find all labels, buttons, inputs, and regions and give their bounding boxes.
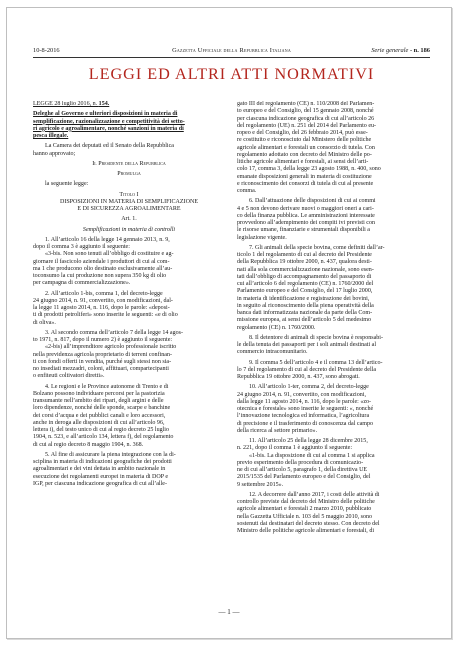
titolo-heading: DISPOSIZIONI IN MATERIA DI SEMPLIFICAZIONE <box>59 198 199 205</box>
text-line: 3. Al secondo comma dell’articolo 7 della legge 14 agos- <box>45 329 184 336</box>
presidente-heading: Il Presidente della Repubblica <box>92 160 166 167</box>
text-line: le risorse umane, finanziarie e strumentali disponibili a <box>237 227 370 234</box>
paragraph-8 <box>237 335 430 357</box>
text-line: provvedono all’adempimento dei compiti ivi previsti con <box>237 220 376 226</box>
paragraph-1 <box>33 237 225 288</box>
text-line: 11. All’articolo 25 della legge 28 dicembre 2015, <box>249 438 368 444</box>
text-line: previo esperimento della procedura di comunicazio- <box>237 459 364 466</box>
text-line: regolamento (CE) n. 1760/2000. <box>237 324 316 331</box>
text-line: to europeo e del Consiglio, del 15 gennaio 2008, nonché <box>237 108 374 115</box>
paragraph-2 <box>33 291 225 327</box>
text-line: ropeo e del Consiglio, del 26 febbraio 2014, può esse- <box>237 130 368 136</box>
paragraph-4 <box>33 384 225 449</box>
text-line: lo 7 del regolamento di cui al decreto del Presidente della <box>237 366 377 373</box>
header-date: 10-8-2016 <box>33 47 60 54</box>
header-series <box>371 46 430 56</box>
text-line: dei corsi d’acqua e dei pubblici canali e loro accessori, <box>33 412 166 419</box>
titolo-label: Titolo I <box>119 191 139 198</box>
text-line: per campagna di commercializzazione». <box>33 280 131 287</box>
text-line: sostenuti dai destinatari del decreto stesso. Con decreto del <box>237 520 380 527</box>
delega-title <box>33 111 225 140</box>
text-line: giornare il fascicolo aziendale i produttori di cui al com- <box>33 258 170 265</box>
text-line: del regolamento (UE) n. 251 del 2014 del Parlamento eu- <box>237 122 377 129</box>
text-line: nati alla sola commercializzazione nazionale, sono esen- <box>237 266 374 273</box>
text-line: 7. Gli animali della specie bovina, come definiti dall’ar- <box>249 244 385 251</box>
header-issue-number: - n. 186 <box>409 47 430 54</box>
text-line: transumante nell’ambito dei ripari, degli argini e delle <box>33 398 164 404</box>
text-line: Parlamento europeo e del Consiglio, del 17 luglio 2000, <box>237 288 373 295</box>
paragraph-5 <box>33 452 225 488</box>
text-line: toconsumo la cui produzione non supera 350 kg di olio <box>33 273 167 279</box>
text-line: n. 221, dopo il comma 1 è aggiunto il seguente: <box>237 445 353 452</box>
paragraph-10 <box>237 384 430 435</box>
text-line: 12. A decorrere dall’anno 2017, i costi delle attività di <box>249 491 380 498</box>
legge-line: la seguente legge: <box>45 181 89 188</box>
header-series-label: Serie generale <box>371 47 409 54</box>
text-line: esecuzione dei regolamenti europei in materia di DOP e <box>33 473 169 480</box>
paragraph-11 <box>237 438 430 489</box>
text-line: agricole alimentari e forestali 2 marzo 2010, pubblicato <box>237 506 372 513</box>
text-line: banca dati informatizzata nazionale da parte della Com- <box>237 310 373 316</box>
text-line: lettera i), del testo unico di cui al regio decreto 25 luglio <box>33 427 170 433</box>
text-line: 8. Il detentore di animali di specie bovina è responsabi- <box>249 334 383 341</box>
text-line: to 1971, n. 817, dopo il numero 2) è aggiunto il seguente: <box>33 337 173 343</box>
header-journal-name: Gazzetta Ufficiale della Repubblica Italiana <box>172 47 291 54</box>
paragraph-3 <box>33 330 225 381</box>
text-line: la legge 11 agosto 2014, n. 116, dopo le parole: «deposi- <box>33 305 170 311</box>
text-line: agroalimentari e dei vini dettata in ambito nazionale in <box>33 466 166 473</box>
text-line: in seguito al riconoscimento della piena operatività della <box>237 302 374 309</box>
text-line: ma 1 che producono olio destinato esclusivamente all’au- <box>33 265 173 272</box>
text-line: 9. Il comma 5 dell’articolo 4 e il comma 13 dell’artico- <box>249 359 383 366</box>
text-line: 2015/1535 del Parlamento europeo e del Consiglio, del <box>237 474 371 481</box>
paragraph-12 <box>237 492 430 536</box>
text-line: agricole alimentari e forestali un consorzio di tutela. Con <box>237 144 375 151</box>
section-title: LEGGI ED ALTRI ATTI NORMATIVI <box>88 65 375 83</box>
text-line: Repubblica 19 ottobre 2000, n. 437, sono abrogati. <box>237 374 360 380</box>
text-line: «3-bis. Non sono tenuti all’obbligo di costituire e ag- <box>45 251 174 258</box>
text-line: co della finanza pubblica. Le amministrazioni interessate <box>237 212 375 219</box>
text-line: gato III del regolamento (CE) n. 110/2008 del Parlamen- <box>237 101 375 107</box>
text-line: in materia di identificazione e registrazione dei bovini, <box>237 295 370 302</box>
delega-line: semplificazione, razionalizzazione e competitività dei setto- <box>33 118 185 125</box>
text-line: sciplina in materia di indicazioni geografiche dei prodotti <box>33 459 172 465</box>
law-reference-text: LEGGE 28 luglio 2016, n. <box>33 101 99 107</box>
text-line: comma. <box>237 188 257 194</box>
text-line: litiche agricole alimentari e forestali, ai sensi dell’arti- <box>237 159 369 165</box>
text-line: le della tenuta dei passaporti per i soli animali destinati al <box>237 342 377 348</box>
text-line: e riconoscimento dei consorzi di tutela di cui al presente <box>237 180 374 187</box>
text-line: l’innovazione tecnologica ed informatica, l’agricoltura <box>237 413 370 420</box>
delega-line: pesca illegale. <box>33 133 69 139</box>
text-line: controllo previste dal decreto del Ministro delle politiche <box>237 499 375 505</box>
text-line: 6. Dall’attuazione delle disposizioni di cui ai commi <box>249 198 376 205</box>
text-line: «2-bis) all’imprenditore agricolo professionale iscritto <box>45 344 177 351</box>
text-line: 24 giugno 2014, n. 91, convertito, con modificazioni, <box>237 391 366 398</box>
text-line: 24 giugno 2014, n. 91, convertito, con modificazioni, dal- <box>33 297 173 304</box>
left-column <box>33 101 225 605</box>
text-line: emanate disposizioni generali in materia di costituzione <box>237 173 372 180</box>
text-line: 4 e 5 non devono derivare nuovi o maggiori oneri a cari- <box>237 205 374 212</box>
text-line: ti di prodotti petroliferi» sono inserite le seguenti: «e di olio <box>33 312 178 319</box>
law-reference <box>33 101 225 108</box>
delega-line: ri agricolo e agroalimentare, nonché sanzioni in materia di <box>33 125 184 132</box>
text-line: di cui al regio decreto 8 maggio 1904, n. 368. <box>33 441 144 448</box>
text-line: ti con fondi offerti in vendita, purché sugli stessi non sia- <box>33 358 172 365</box>
text-line: regolamento adottato con decreto del Ministro delle po- <box>237 151 372 158</box>
page-number: — 1 — <box>218 608 240 616</box>
text-line: dalla legge 11 agosto 2014, n. 116, dopo le parole: «zo- <box>237 398 372 405</box>
promulga-heading: Promulga <box>117 171 141 177</box>
two-column-body <box>33 101 430 605</box>
text-line: loro dipendenze, nonché delle sponde, scarpe e banchine <box>33 405 171 412</box>
text-line: 9 settembre 2015». <box>237 481 284 488</box>
text-line: 1904, n. 523, e all’articolo 134, lettera f), del regolamento <box>33 434 174 441</box>
text-line: anche in deroga alle disposizioni di cui all’articolo 96, <box>33 419 165 426</box>
text-line: «1-bis. La disposizione di cui al comma 1 si applica <box>249 452 375 459</box>
text-line: cui all’articolo 6 del regolamento (CE) n. 1760/2000 del <box>237 281 374 287</box>
paragraph-7 <box>237 245 430 332</box>
text-line: re costituito e riconosciuto dal Ministero delle politiche <box>237 137 372 144</box>
preamble-line: hanno approvato; <box>33 150 76 157</box>
text-line: dopo il comma 3 è aggiunto il seguente: <box>33 244 130 250</box>
text-line: missione europea, ai sensi dell’articolo 5 del medesimo <box>237 317 372 324</box>
right-column <box>237 101 430 605</box>
article-subtitle: Semplificazioni in materia di controlli <box>82 226 176 233</box>
text-line: IGP, per ciascuna indicazione geografica di cui all’alle- <box>33 480 167 487</box>
text-line: o enfiteuti coltivatori diretti». <box>33 373 105 380</box>
paragraph-9 <box>237 360 430 382</box>
text-line: Bolzano possono individuare percorsi per la pastorizia <box>33 390 165 397</box>
text-line: colo 17, comma 3, della legge 23 agosto 1988, n. 400, sono <box>237 166 381 173</box>
text-line: otecnica e forestale» sono inserite le seguenti: «, nonché <box>237 406 374 412</box>
text-line: nella Gazzetta Ufficiale n. 103 del 5 maggio 2010, sono <box>237 513 373 520</box>
text-line: 2. All’articolo 1-bis, comma 1, del decreto-legge <box>45 290 163 297</box>
text-line: 4. Le regioni e le Province autonome di Trento e di <box>45 383 169 390</box>
text-line: commercio intracomunitario. <box>237 349 308 356</box>
text-line: 5. Al fine di assicurare la piena integrazione con la di- <box>45 451 176 458</box>
delega-line: Deleghe al Governo e ulteriori disposizioni in materia di <box>33 111 178 118</box>
text-line: per ciascuna indicazione geografica di cui all’articolo 26 <box>237 115 375 122</box>
article-number: Art. 1. <box>121 216 137 223</box>
text-line: 1. All’articolo 16 della legge 14 gennaio 2013, n. 9, <box>45 236 170 243</box>
text-line: legislazione vigente. <box>237 234 287 241</box>
text-line: tati dall’obbligo di accompagnamento del passaporto di <box>237 273 372 280</box>
text-line: Ministro delle politiche agricole alimentari e forestali, di <box>237 528 375 534</box>
text-line: 10. All’articolo 1-ter, comma 2, del decreto-legge <box>249 384 369 391</box>
text-line: di oliva». <box>33 319 56 326</box>
text-line: no insediati mezzadri, coloni, affittuari, compartecipanti <box>33 366 169 372</box>
paragraph-6 <box>237 198 430 242</box>
preamble-line: La Camera dei deputati ed il Senato della Repubblica <box>45 143 174 150</box>
law-number: 154. <box>98 101 110 107</box>
text-line: della ricerca al settore primario». <box>237 427 318 434</box>
text-line: ne di cui all’articolo 5, paragrafo 1, della direttiva UE <box>237 467 368 473</box>
running-header <box>33 46 430 56</box>
header-rule <box>33 57 430 58</box>
paragraph-5-continued <box>237 101 430 195</box>
titolo-heading: E DI SICUREZZA AGROALIMENTARE <box>77 206 181 212</box>
text-line: nella previdenza agricola proprietario di terreni confinan- <box>33 351 173 358</box>
text-line: di precisione e il trasferimento di conoscenza dal campo <box>237 420 374 427</box>
text-line: della Repubblica 19 ottobre 2000, n. 437, qualora desti- <box>237 259 372 266</box>
text-line: ticolo 1 del regolamento di cui al decreto del Presidente <box>237 252 372 258</box>
